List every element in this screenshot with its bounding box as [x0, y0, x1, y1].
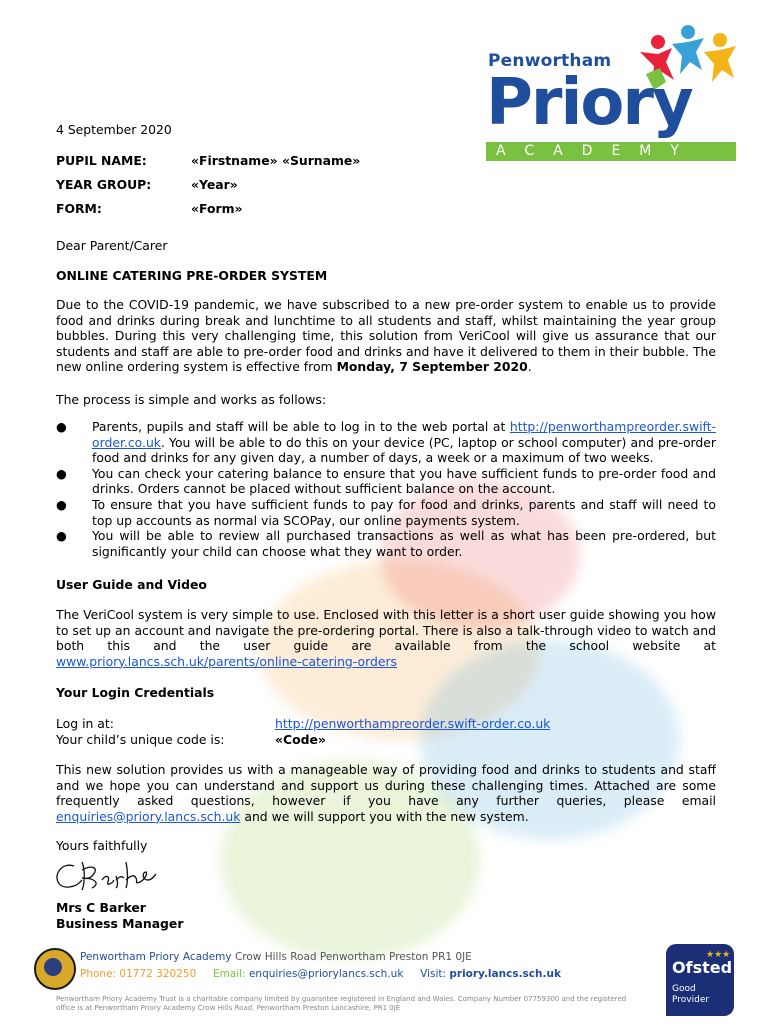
- signature-image: [52, 852, 162, 896]
- bullet-icon: ●: [56, 496, 67, 512]
- bullet-icon: ●: [56, 419, 67, 434]
- closing-text: This new solution provides us with a manageable way of providing food and drinks to students and staff and we hope you can understand and support us during these challenging times. Attached are some frequently asked questions, however if you have any further queries, please email: [56, 762, 716, 809]
- intro-text: Due to the COVID-19 pandemic, we have subscribed to a new pre-order system to enable us to provide food and drinks during break and lunchtime to all students and staff, whilst maintaining the year group bubbles. During this very challenging time, this solution from VeriCool will give us assurance that our students and staff are able to pre-order food and drinks and have it delivered to them in their bubble. The new online ordering system is effective from: [56, 297, 716, 375]
- guide-paragraph: [56, 607, 716, 669]
- legal-text: Penwortham Priory Academy Trust is a charitable company limited by guarantee registered in England and Wales. Company Number 07759300 and the registered office is at Penwortham Priory Academy Crow Hills Road, Penwortham Preston Lancashire, PR1 0JE: [56, 995, 627, 1012]
- phone-label: Phone:: [80, 968, 117, 980]
- salutation: Dear Parent/Carer: [56, 238, 168, 253]
- ofsted-badge: [666, 944, 734, 1016]
- field-value: «Year»: [191, 177, 238, 192]
- list-item: [56, 528, 716, 559]
- list-item: [56, 419, 716, 466]
- footer-address-line: [80, 950, 472, 966]
- footer-address: Crow Hills Road Penwortham Preston PR1 0JE: [234, 951, 472, 963]
- effective-date: Monday, 7 September 2020: [336, 359, 528, 375]
- letter-heading: ONLINE CATERING PRE-ORDER SYSTEM: [56, 268, 328, 283]
- ofsted-name: Ofsted: [672, 958, 733, 977]
- ofsted-grade-line: Provider: [672, 995, 710, 1005]
- portal-link[interactable]: http://penworthampreorder.swift-order.co.uk: [92, 419, 716, 450]
- intro-paragraph: [56, 297, 716, 375]
- visit-label: Visit:: [420, 968, 447, 980]
- footer-school: Penwortham Priory Academy: [80, 951, 232, 963]
- field-label: FORM:: [56, 201, 102, 216]
- login-heading: Your Login Credentials: [56, 685, 215, 700]
- email-label: Email:: [212, 968, 246, 980]
- school-crest-icon: [34, 948, 76, 990]
- field-value: «Form»: [191, 201, 243, 216]
- ofsted-grade: [672, 984, 709, 1006]
- footer-contact-line: [80, 967, 561, 983]
- login-label: Log in at:: [56, 716, 114, 731]
- closing-end: and we will support you with the new system.: [240, 808, 529, 824]
- footer-email: enquiries@priorylancs.sch.uk: [248, 968, 404, 980]
- bullet-icon: ●: [56, 528, 67, 544]
- field-value: «Firstname» «Surname»: [191, 153, 361, 168]
- code-value: «Code»: [275, 732, 326, 747]
- list-item: [56, 466, 716, 497]
- bullet-text: Parents, pupils and staff will be able to log in to the web portal at: [92, 419, 510, 434]
- logo-text-priory: Priory: [486, 66, 692, 140]
- phone-number: 01772 320250: [119, 968, 197, 980]
- school-logo: [486, 22, 740, 164]
- signer-title: Business Manager: [56, 916, 184, 931]
- bullet-text: You will be able to review all purchased transactions as well as what has been pre-ordered, but significantly your child can choose what they want to order.: [92, 528, 716, 559]
- login-link[interactable]: http://penworthampreorder.swift-order.co.uk: [275, 716, 551, 731]
- closing-paragraph: [56, 762, 716, 824]
- bullet-icon: ●: [56, 465, 67, 481]
- stars-icon: ★★★: [706, 950, 731, 960]
- signer-name: Mrs C Barker: [56, 900, 146, 915]
- guide-text: The VeriCool system is very simple to use. Enclosed with this letter is a short user guide showing you how to set up an account and navigate the pre-ordering portal. There is also a talk-through video to watch and both this and the user guide are available from the school website at: [56, 607, 716, 654]
- ofsted-grade-line: Good: [672, 984, 696, 994]
- list-item: [56, 497, 716, 528]
- intro-end: .: [527, 359, 532, 375]
- field-label: PUPIL NAME:: [56, 153, 147, 168]
- footer-website: priory.lancs.sch.uk: [449, 968, 561, 980]
- logo-text-penwortham: Penwortham: [488, 51, 612, 71]
- guide-heading: User Guide and Video: [56, 577, 207, 592]
- letter-date: 4 September 2020: [56, 122, 172, 137]
- logo-text-academy: ACADEMY: [486, 142, 736, 161]
- field-label: YEAR GROUP:: [56, 177, 152, 192]
- email-link[interactable]: enquiries@priory.lancs.sch.uk: [56, 808, 241, 824]
- process-intro: The process is simple and works as follows:: [56, 392, 326, 407]
- website-link[interactable]: www.priory.lancs.sch.uk/parents/online-catering-orders: [56, 653, 397, 669]
- process-list: [56, 419, 716, 559]
- bullet-text: To ensure that you have sufficient funds to pay for food and drinks, parents and staff will need to top up accounts as normal via SCOPay, our online payments system.: [92, 496, 716, 528]
- code-label: Your child’s unique code is:: [56, 732, 225, 747]
- bullet-text: You can check your catering balance to ensure that you have sufficient funds to pre-order food and drinks. Orders cannot be placed without sufficient balance on the account.: [92, 465, 716, 497]
- signoff: Yours faithfully: [56, 838, 148, 853]
- bullet-text: . You will be able to do this on your device (PC, laptop or school computer) and pre-order food and drinks for any given day, a number of days, a week or a maximum of two weeks.: [92, 434, 716, 466]
